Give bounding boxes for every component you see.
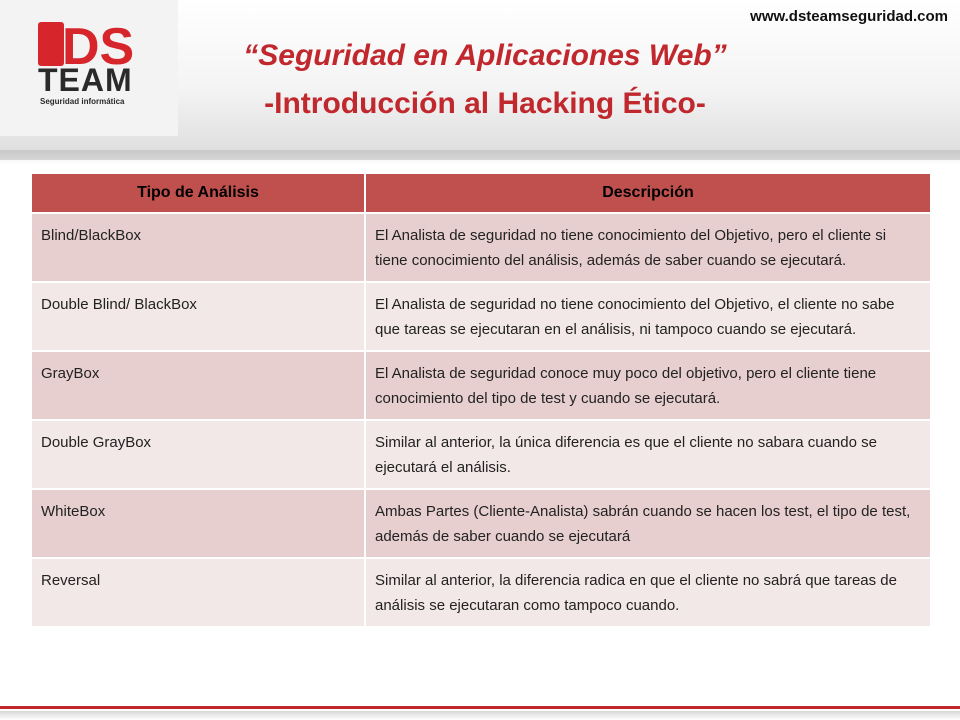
table-row xyxy=(31,282,931,351)
cell-type: Double Blind/ BlackBox xyxy=(31,282,365,351)
cell-description: Similar al anterior, la única diferencia es que el cliente no sabara cuando se ejecutará el análisis. xyxy=(365,420,931,489)
page-title: “Seguridad en Aplicaciones Web” xyxy=(243,39,727,72)
footer-accent-line xyxy=(0,706,960,709)
header-cell-type: Tipo de Análisis xyxy=(31,173,365,213)
cell-description: Ambas Partes (Cliente-Analista) sabrán cuando se hacen los test, el tipo de test, además de saber cuando se ejecutará xyxy=(365,489,931,558)
header-cell-description: Descripción xyxy=(365,173,931,213)
page-subtitle: -Introducción al Hacking Ético- xyxy=(264,87,706,120)
cell-type: GrayBox xyxy=(31,351,365,420)
website-url[interactable]: www.dsteamseguridad.com xyxy=(750,8,948,25)
cell-type: Blind/BlackBox xyxy=(31,213,365,282)
svg-text:DS: DS xyxy=(62,18,135,70)
table-row xyxy=(31,558,931,627)
table-row xyxy=(31,489,931,558)
cell-type: Double GrayBox xyxy=(31,420,365,489)
cell-description: El Analista de seguridad no tiene conocimiento del Objetivo, el cliente no sabe que tareas se ejecutaran en el análisis, ni tampoco cuando se ejecutará. xyxy=(365,282,931,351)
logo xyxy=(0,0,178,136)
table-row xyxy=(31,213,931,282)
logo-tagline: Seguridad informática xyxy=(40,97,125,106)
analysis-types-table xyxy=(30,172,932,628)
cell-description: El Analista de seguridad no tiene conocimiento del Objetivo, pero el cliente si tiene conocimiento del análisis, además de saber cuando se ejecutará. xyxy=(365,213,931,282)
table-header-row xyxy=(31,173,931,213)
header-shadow xyxy=(0,150,960,164)
footer-shadow xyxy=(0,711,960,720)
cell-description: El Analista de seguridad conoce muy poco del objetivo, pero el cliente tiene conocimiento del tipo de test y cuando se ejecutará. xyxy=(365,351,931,420)
table-row xyxy=(31,420,931,489)
logo-team-text: TEAM xyxy=(38,62,133,98)
table-row xyxy=(31,351,931,420)
cell-description: Similar al anterior, la diferencia radica en que el cliente no sabrá que tareas de análisis se ejecutaran como tampoco cuando. xyxy=(365,558,931,627)
analysis-table-wrapper xyxy=(30,172,930,628)
cell-type: WhiteBox xyxy=(31,489,365,558)
cell-type: Reversal xyxy=(31,558,365,627)
